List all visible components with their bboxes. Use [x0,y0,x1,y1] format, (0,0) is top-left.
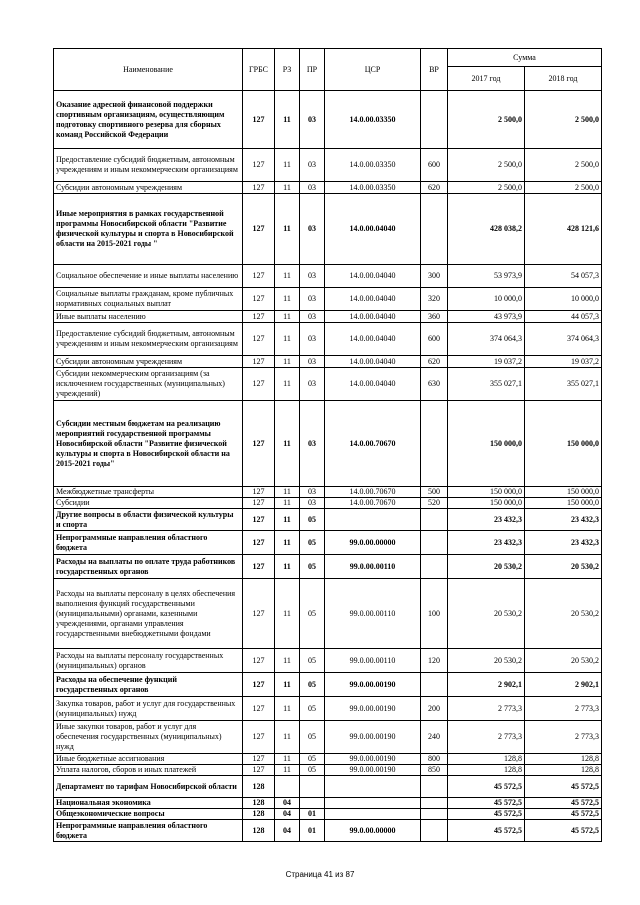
row-sum-2018: 428 121,6 [525,194,602,265]
row-sum-2017: 150 000,0 [448,401,525,487]
row-pr: 05 [300,765,325,776]
row-sum-2017: 19 037,2 [448,356,525,368]
row-vr: 200 [421,697,448,721]
row-sum-2017: 428 038,2 [448,194,525,265]
table-row [54,721,602,754]
row-name: Иные закупки товаров, работ и услуг для обеспечения государственных (муниципальных) нужд [54,721,243,754]
table-row [54,498,602,509]
row-grbs: 127 [243,194,275,265]
row-sum-2018: 128,8 [525,754,602,765]
row-pr: 03 [300,311,325,323]
row-grbs: 127 [243,579,275,649]
row-rz: 11 [275,149,300,182]
row-rz: 11 [275,579,300,649]
row-pr: 05 [300,509,325,531]
row-sum-2018: 128,8 [525,765,602,776]
row-sum-2017: 2 500,0 [448,182,525,194]
row-csr [325,798,421,809]
row-name: Субсидии местным бюджетам на реализацию мероприятий государственной программы Новосибирской области "Развитие физической культуры и спорта в Новосибирской области на 2015-2021 годы" [54,401,243,487]
row-sum-2017: 45 572,5 [448,776,525,798]
table-row [54,487,602,498]
row-pr: 05 [300,531,325,555]
row-name: Социальные выплаты гражданам, кроме публичных нормативных социальных выплат [54,288,243,311]
row-name: Иные мероприятия в рамках государственной программы Новосибирской области "Развитие физической культуры и спорта в Новосибирской области на 2015-2021 годы " [54,194,243,265]
row-grbs: 127 [243,754,275,765]
table-row [54,697,602,721]
page-footer: Страница 41 из 87 [285,870,355,879]
row-name: Общеэкономические вопросы [54,809,243,820]
row-grbs: 127 [243,149,275,182]
row-sum-2018: 2 773,3 [525,697,602,721]
row-rz: 11 [275,194,300,265]
row-sum-2018: 10 000,0 [525,288,602,311]
row-vr [421,401,448,487]
row-sum-2018: 20 530,2 [525,649,602,673]
row-sum-2017: 23 432,3 [448,509,525,531]
row-name: Субсидии автономным учреждениям [54,356,243,368]
row-vr [421,91,448,149]
row-sum-2018: 20 530,2 [525,579,602,649]
row-sum-2017: 128,8 [448,754,525,765]
row-pr: 05 [300,721,325,754]
row-sum-2018: 45 572,5 [525,809,602,820]
row-grbs: 127 [243,288,275,311]
header-sum: Сумма [448,49,602,67]
row-name: Департамент по тарифам Новосибирской области [54,776,243,798]
row-pr: 03 [300,401,325,487]
row-csr [325,776,421,798]
row-sum-2018: 150 000,0 [525,498,602,509]
row-sum-2017: 355 027,1 [448,368,525,401]
row-grbs: 127 [243,487,275,498]
row-name: Иные выплаты населению [54,311,243,323]
table-row [54,765,602,776]
table-row [54,555,602,579]
table-row [54,288,602,311]
row-name: Другие вопросы в области физической культуры и спорта [54,509,243,531]
row-name: Оказание адресной финансовой поддержки спортивным организациям, осуществляющим подготовку спортивного резерва для сборных команд Российской Федерации [54,91,243,149]
row-name: Непрограммные направления областного бюджета [54,820,243,842]
row-csr: 99.0.00.00190 [325,721,421,754]
row-sum-2018: 19 037,2 [525,356,602,368]
row-csr: 14.0.00.04040 [325,356,421,368]
row-name: Закупка товаров, работ и услуг для государственных (муниципальных) нужд [54,697,243,721]
header-vr: ВР [421,49,448,91]
row-vr: 120 [421,649,448,673]
table-row [54,531,602,555]
row-sum-2018: 150 000,0 [525,487,602,498]
row-pr: 05 [300,673,325,697]
row-vr: 620 [421,356,448,368]
row-sum-2017: 20 530,2 [448,579,525,649]
table-row [54,311,602,323]
table-row [54,509,602,531]
row-sum-2017: 2 773,3 [448,697,525,721]
row-rz: 11 [275,649,300,673]
row-name: Субсидии автономным учреждениям [54,182,243,194]
row-sum-2018: 23 432,3 [525,509,602,531]
row-pr: 03 [300,91,325,149]
row-name: Национальная экономика [54,798,243,809]
row-sum-2017: 2 902,1 [448,673,525,697]
table-row [54,356,602,368]
row-name: Расходы на обеспечение функций государственных органов [54,673,243,697]
row-csr: 14.0.00.70670 [325,401,421,487]
row-sum-2017: 10 000,0 [448,288,525,311]
table-row [54,368,602,401]
row-rz: 11 [275,356,300,368]
row-name: Социальное обеспечение и иные выплаты населению [54,265,243,288]
row-grbs: 127 [243,649,275,673]
row-pr: 03 [300,194,325,265]
row-name: Непрограммные направления областного бюджета [54,531,243,555]
row-pr: 01 [300,820,325,842]
row-vr [421,509,448,531]
row-grbs: 128 [243,798,275,809]
row-rz: 11 [275,754,300,765]
table-row [54,194,602,265]
row-rz: 11 [275,555,300,579]
row-vr [421,673,448,697]
row-rz: 11 [275,509,300,531]
row-vr: 850 [421,765,448,776]
row-sum-2018: 150 000,0 [525,401,602,487]
row-vr [421,820,448,842]
row-csr: 14.0.00.03350 [325,182,421,194]
row-sum-2017: 20 530,2 [448,555,525,579]
row-sum-2017: 20 530,2 [448,649,525,673]
row-name: Межбюджетные трансферты [54,487,243,498]
row-vr: 600 [421,323,448,356]
row-sum-2017: 45 572,5 [448,809,525,820]
row-sum-2018: 23 432,3 [525,531,602,555]
row-vr: 630 [421,368,448,401]
row-csr: 99.0.00.00190 [325,765,421,776]
row-grbs: 127 [243,323,275,356]
header-name: Наименование [54,49,243,91]
row-rz: 11 [275,673,300,697]
row-rz: 11 [275,288,300,311]
row-pr: 05 [300,555,325,579]
row-sum-2017: 23 432,3 [448,531,525,555]
row-sum-2017: 150 000,0 [448,487,525,498]
row-rz: 11 [275,401,300,487]
row-pr: 03 [300,288,325,311]
row-sum-2018: 54 057,3 [525,265,602,288]
row-csr: 14.0.00.04040 [325,311,421,323]
table-row [54,91,602,149]
row-name: Расходы на выплаты по оплате труда работников государственных органов [54,555,243,579]
row-rz: 11 [275,311,300,323]
header-year-2017: 2017 год [448,67,525,91]
row-vr [421,194,448,265]
row-vr: 240 [421,721,448,754]
header-rz: РЗ [275,49,300,91]
row-rz: 11 [275,323,300,356]
row-csr: 14.0.00.04040 [325,368,421,401]
row-sum-2017: 128,8 [448,765,525,776]
table-row [54,323,602,356]
row-pr: 03 [300,323,325,356]
row-csr: 99.0.00.00190 [325,673,421,697]
row-grbs: 127 [243,555,275,579]
row-csr: 14.0.00.04040 [325,265,421,288]
row-rz: 11 [275,765,300,776]
row-vr [421,798,448,809]
row-rz: 11 [275,531,300,555]
row-sum-2017: 45 572,5 [448,798,525,809]
row-grbs: 128 [243,820,275,842]
row-grbs: 127 [243,91,275,149]
row-pr [300,776,325,798]
row-sum-2018: 45 572,5 [525,776,602,798]
row-sum-2018: 20 530,2 [525,555,602,579]
row-pr: 03 [300,149,325,182]
table-body [54,91,602,842]
row-vr: 800 [421,754,448,765]
row-vr: 620 [421,182,448,194]
row-sum-2018: 2 500,0 [525,149,602,182]
row-pr: 05 [300,579,325,649]
row-rz: 11 [275,368,300,401]
row-sum-2017: 150 000,0 [448,498,525,509]
header-pr: ПР [300,49,325,91]
row-grbs: 127 [243,311,275,323]
row-rz: 11 [275,721,300,754]
row-rz: 11 [275,487,300,498]
row-pr: 01 [300,809,325,820]
row-grbs: 127 [243,401,275,487]
row-csr: 99.0.00.00000 [325,820,421,842]
table-row [54,149,602,182]
row-csr: 99.0.00.00110 [325,555,421,579]
row-csr: 99.0.00.00110 [325,579,421,649]
table-row [54,182,602,194]
row-pr: 03 [300,356,325,368]
table-row [54,820,602,842]
row-sum-2017: 2 773,3 [448,721,525,754]
row-vr: 360 [421,311,448,323]
row-rz: 11 [275,697,300,721]
row-rz: 04 [275,820,300,842]
row-pr: 03 [300,498,325,509]
row-csr: 99.0.00.00000 [325,531,421,555]
table-row [54,776,602,798]
header-csr: ЦСР [325,49,421,91]
row-vr: 100 [421,579,448,649]
row-rz: 11 [275,498,300,509]
header-year-2018: 2018 год [525,67,602,91]
row-grbs: 127 [243,182,275,194]
row-sum-2017: 374 064,3 [448,323,525,356]
table-row [54,809,602,820]
row-grbs: 127 [243,531,275,555]
row-csr [325,809,421,820]
row-grbs: 127 [243,265,275,288]
row-csr: 14.0.00.70670 [325,498,421,509]
row-csr: 14.0.00.70670 [325,487,421,498]
row-name: Расходы на выплаты персоналу государственных (муниципальных) органов [54,649,243,673]
row-vr: 300 [421,265,448,288]
row-rz: 11 [275,182,300,194]
row-rz [275,776,300,798]
row-name: Иные бюджетные ассигнования [54,754,243,765]
row-sum-2018: 45 572,5 [525,798,602,809]
row-pr: 05 [300,754,325,765]
row-vr: 320 [421,288,448,311]
row-sum-2018: 2 902,1 [525,673,602,697]
row-sum-2018: 2 500,0 [525,182,602,194]
budget-table [53,48,602,842]
row-csr [325,509,421,531]
row-grbs: 127 [243,765,275,776]
row-vr: 520 [421,498,448,509]
table-row [54,673,602,697]
row-name: Расходы на выплаты персоналу в целях обеспечения выполнения функций государственными (муниципальными) органами, казенными учреждениями, органами управления государственными внебюджетными фондами [54,579,243,649]
row-pr: 05 [300,697,325,721]
row-csr: 99.0.00.00190 [325,754,421,765]
row-name: Субсидии [54,498,243,509]
table-row [54,401,602,487]
header-grbs: ГРБС [243,49,275,91]
row-pr: 03 [300,265,325,288]
row-pr: 05 [300,649,325,673]
row-name: Предоставление субсидий бюджетным, автономным учреждениям и иным некоммерческим организациям [54,323,243,356]
row-sum-2018: 374 064,3 [525,323,602,356]
row-csr: 14.0.00.04040 [325,288,421,311]
row-vr [421,531,448,555]
row-sum-2018: 45 572,5 [525,820,602,842]
row-vr [421,555,448,579]
row-grbs: 127 [243,509,275,531]
row-sum-2017: 2 500,0 [448,91,525,149]
row-csr: 14.0.00.04040 [325,323,421,356]
row-rz: 11 [275,265,300,288]
row-grbs: 127 [243,356,275,368]
table-row [54,754,602,765]
row-pr: 03 [300,368,325,401]
row-csr: 14.0.00.03350 [325,91,421,149]
row-pr: 03 [300,182,325,194]
table-row [54,579,602,649]
row-pr [300,798,325,809]
row-csr: 14.0.00.04040 [325,194,421,265]
row-sum-2017: 2 500,0 [448,149,525,182]
row-sum-2017: 43 973,9 [448,311,525,323]
row-sum-2017: 53 973,9 [448,265,525,288]
row-name: Уплата налогов, сборов и иных платежей [54,765,243,776]
row-csr: 99.0.00.00110 [325,649,421,673]
row-name: Субсидии некоммерческим организациям (за исключением государственных (муниципальных) учреждений) [54,368,243,401]
table-row [54,798,602,809]
row-vr: 600 [421,149,448,182]
row-grbs: 127 [243,673,275,697]
row-csr: 99.0.00.00190 [325,697,421,721]
row-vr [421,776,448,798]
row-grbs: 127 [243,697,275,721]
row-vr [421,809,448,820]
row-rz: 04 [275,809,300,820]
row-vr: 500 [421,487,448,498]
table-row [54,649,602,673]
row-sum-2018: 2 773,3 [525,721,602,754]
table-row [54,265,602,288]
row-csr: 14.0.00.03350 [325,149,421,182]
row-rz: 04 [275,798,300,809]
row-sum-2018: 2 500,0 [525,91,602,149]
row-name: Предоставление субсидий бюджетным, автономным учреждениям и иным некоммерческим организациям [54,149,243,182]
row-grbs: 127 [243,368,275,401]
row-grbs: 128 [243,776,275,798]
row-grbs: 127 [243,721,275,754]
row-sum-2017: 45 572,5 [448,820,525,842]
row-pr: 03 [300,487,325,498]
row-sum-2018: 355 027,1 [525,368,602,401]
row-sum-2018: 44 057,3 [525,311,602,323]
row-rz: 11 [275,91,300,149]
row-grbs: 128 [243,809,275,820]
row-grbs: 127 [243,498,275,509]
